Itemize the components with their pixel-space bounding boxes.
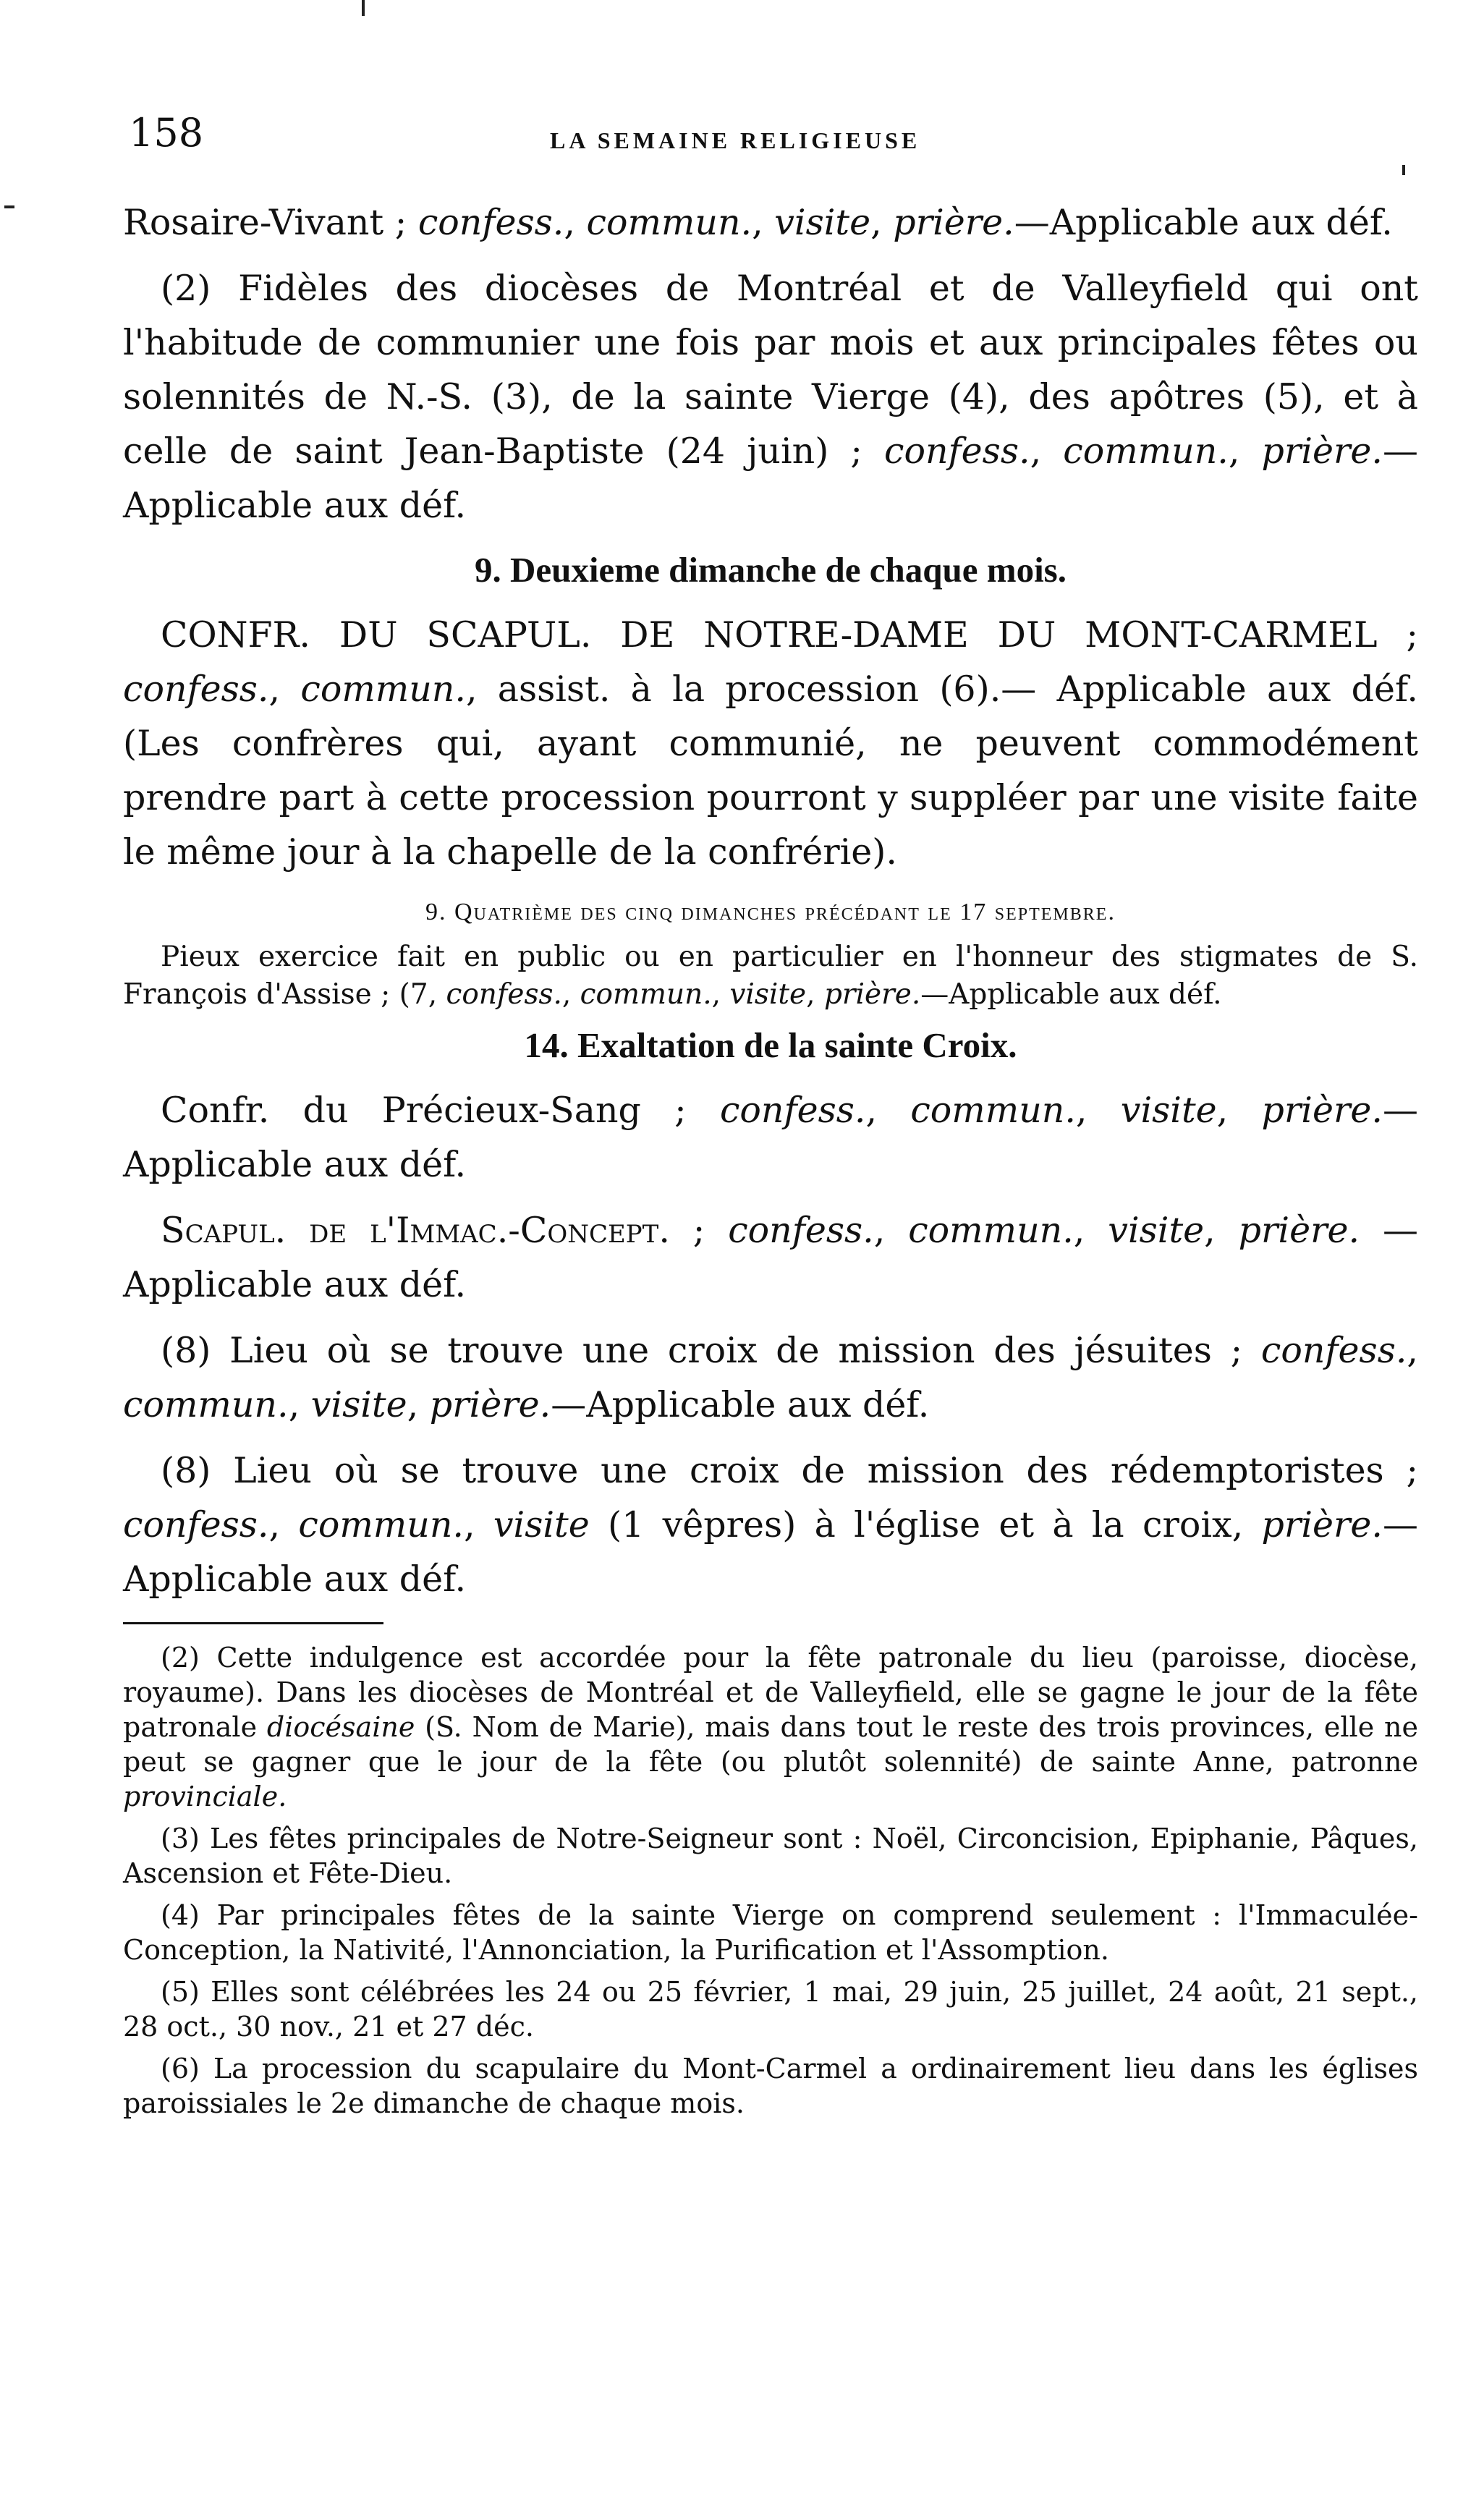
footnote-6: (6) La procession du scapulaire du Mont-Carmel a ordinairement lieu dans les églises paroissiales le 2e dimanche de chaque mois. xyxy=(123,2053,1418,2119)
text-segment: CONFR. DU SCAPUL. DE NOTRE-DAME DU MONT-CARMEL ; xyxy=(161,614,1418,656)
section-heading-quatrieme-dimanche: 9. Quatrième des cinq dimanches précédant le 17 septembre. xyxy=(425,899,1116,925)
paragraph-croix-jesuites xyxy=(123,1323,1418,1432)
italic-segment: commun. xyxy=(586,202,752,243)
italic-segment: confess. xyxy=(446,978,562,1011)
paragraph-stigmates xyxy=(123,938,1418,1014)
text-segment: , xyxy=(1407,1330,1418,1371)
text-segment: Pieux exercice fait en public ou en particulier en l'honneur des stigmates de S. François d'Assise ; (7, xyxy=(123,941,1418,1011)
italic-segment: commun. xyxy=(300,669,466,710)
text-segment: , xyxy=(1073,1210,1108,1251)
text-segment: , xyxy=(1216,1090,1262,1131)
text-segment: — Applicable aux déf. xyxy=(123,1090,1418,1185)
text-segment: , xyxy=(752,202,775,243)
text-segment: , xyxy=(865,1090,911,1131)
text-segment: , xyxy=(1030,431,1064,472)
text-segment: —Applicable aux déf. xyxy=(920,978,1222,1011)
text-segment: , xyxy=(1204,1210,1239,1251)
italic-segment: provinciale. xyxy=(123,1781,287,1812)
italic-segment: confess. xyxy=(884,431,1030,472)
text-segment: Scapul. de l'Immac.-Concept. ; xyxy=(161,1210,729,1251)
paragraph-fideles xyxy=(123,261,1418,533)
text-segment: — Applicable aux déf. xyxy=(123,1504,1419,1600)
italic-segment: commun. xyxy=(298,1504,464,1545)
text-segment: , xyxy=(288,1384,311,1425)
text-segment: —Applicable aux déf. xyxy=(551,1384,930,1425)
italic-segment: confess. xyxy=(123,669,269,710)
italic-segment: visite xyxy=(1120,1090,1217,1131)
italic-segment: commun. xyxy=(123,1384,289,1425)
page-number: 158 xyxy=(129,110,204,156)
text-segment: , xyxy=(1228,431,1262,472)
italic-segment: visite xyxy=(310,1384,407,1425)
italic-segment: confess. xyxy=(417,202,564,243)
italic-segment: commun. xyxy=(910,1090,1076,1131)
text-segment: (1 vêpres) à l'église et à la croix, xyxy=(589,1504,1262,1545)
italic-segment: visite xyxy=(729,978,807,1011)
text-segment: , xyxy=(463,1504,493,1545)
text-segment: Rosaire-Vivant ; xyxy=(123,202,418,243)
text-segment: (2) Cette indulgence est accordée pour la fête patronale du lieu (paroisse, diocèse, royaume). Dans les diocèses de Montréal et de Valleyfield, elle se gagne le jour de la fête patronale xyxy=(123,1642,1418,1743)
running-title: LA SEMAINE RELIGIEUSE xyxy=(550,127,921,153)
footnote-3: (3) Les fêtes principales de Notre-Seigneur sont : Noël, Circoncision, Epiphanie, Pâques, Ascension et Fête-Dieu. xyxy=(123,1823,1418,1889)
italic-segment: diocésaine xyxy=(266,1711,415,1743)
footnote-2 xyxy=(123,1640,1418,1814)
text-segment: (8) Lieu où se trouve une croix de mission des jésuites ; xyxy=(161,1330,1261,1371)
text-segment: , xyxy=(711,978,730,1011)
italic-segment: confess. xyxy=(123,1504,269,1545)
italic-segment: commun. xyxy=(908,1210,1074,1251)
italic-segment: prière. xyxy=(823,978,921,1011)
text-segment: , xyxy=(407,1384,430,1425)
text-segment: , assist. à la procession (6).— Applicable aux déf. (Les confrères qui, ayant communié, ne peuvent commodément prendre part à cette procession pourront y suppléer par une visite faite le même jour à la chapelle de la confrérie). xyxy=(123,669,1419,873)
footnote-5: (5) Elles sont célébrées les 24 ou 25 février, 1 mai, 29 juin, 25 juillet, 24 août, 21 sept., 28 oct., 30 nov., 21 et 27 déc. xyxy=(123,1976,1418,2043)
italic-segment: commun. xyxy=(580,978,712,1011)
text-segment: —Applicable aux déf. xyxy=(1014,202,1393,243)
right-edge-mark xyxy=(1402,165,1405,175)
text-segment: Confr. du Précieux-Sang ; xyxy=(161,1090,720,1131)
paragraph-precieux-sang xyxy=(123,1083,1418,1192)
paragraph-rosaire-vivant xyxy=(123,195,1418,250)
text-segment: , xyxy=(564,202,587,243)
italic-segment: prière. xyxy=(893,202,1014,243)
paragraph-immaculee-conception xyxy=(123,1203,1418,1312)
text-segment: , xyxy=(806,978,824,1011)
top-edge-mark xyxy=(362,0,365,16)
italic-segment: visite xyxy=(493,1504,590,1545)
text-segment: , xyxy=(873,1210,909,1251)
italic-segment: visite xyxy=(1108,1210,1205,1251)
text-segment: , xyxy=(1075,1090,1121,1131)
italic-segment: prière. xyxy=(1261,431,1383,472)
italic-segment: confess. xyxy=(728,1210,874,1251)
text-segment: (S. Nom de Marie), mais dans tout le reste des trois provinces, elle ne peut se gagner que le jour de la fête (ou plutôt solennité) de sainte Anne, patronne xyxy=(123,1711,1418,1778)
footnote-4: (4) Par principales fêtes de la sainte Vierge on comprend seulement : l'Immaculée-Conception, la Nativité, l'Annonciation, la Purification et l'Assomption. xyxy=(123,1899,1418,1966)
text-segment: (8) Lieu où se trouve une croix de mission des rédemptoristes ; xyxy=(161,1450,1418,1491)
text-segment: , xyxy=(870,202,894,243)
text-segment: , xyxy=(268,1504,299,1545)
italic-segment: prière. xyxy=(1238,1210,1360,1251)
footnote-divider xyxy=(123,1622,383,1624)
italic-segment: prière. xyxy=(1261,1090,1383,1131)
paragraph-croix-redemptoristes xyxy=(123,1443,1418,1606)
text-segment: —Applicable aux déf. xyxy=(123,1210,1419,1305)
page-header xyxy=(123,107,1425,165)
italic-segment: confess. xyxy=(719,1090,866,1131)
italic-segment: prière. xyxy=(429,1384,551,1425)
section-heading-exaltation: 14. Exaltation de la sainte Croix. xyxy=(524,1025,1017,1065)
left-edge-mark xyxy=(4,205,14,208)
italic-segment: confess. xyxy=(1260,1330,1407,1371)
italic-segment: prière. xyxy=(1261,1504,1383,1545)
italic-segment: visite xyxy=(774,202,871,243)
italic-segment: commun. xyxy=(1063,431,1229,472)
text-segment: (2) Fidèles des diocèses de Montréal et de Valleyfield qui ont l'habitude de communier une fois par mois et aux principales fêtes ou solennités de N.-S. (3), de la sainte Vierge (4), des apôtres (5), et à celle de saint Jean-Baptiste (24 juin) ; xyxy=(123,268,1418,472)
page-content xyxy=(123,195,1418,2128)
paragraph-scapulaire-carmel xyxy=(123,608,1418,879)
text-segment: —Applicable aux déf. xyxy=(123,431,1419,526)
text-segment: , xyxy=(561,978,580,1011)
text-segment: , xyxy=(268,669,301,710)
section-heading-deuxieme-dimanche: 9. Deuxieme dimanche de chaque mois. xyxy=(475,550,1067,590)
